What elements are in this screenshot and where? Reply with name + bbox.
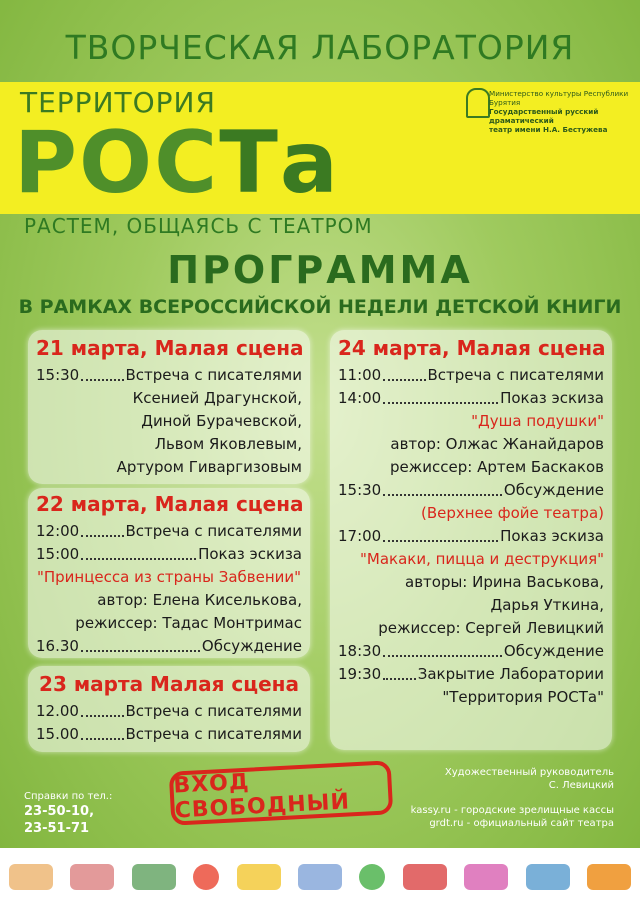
sponsor-logo-3-icon: [132, 864, 176, 890]
phone-label: Справки по тел.:: [24, 791, 113, 802]
day24-e6-text: Закрытие Лаборатории: [417, 665, 604, 683]
day24-e3-text: Обсуждение: [503, 481, 604, 499]
sponsor-logo-5-icon: [237, 864, 281, 890]
day23-e2-time: 15.00: [36, 725, 79, 743]
day24-e4-time: 17:00: [338, 527, 382, 545]
day24-entry-3: [338, 479, 604, 502]
day23-panel: [28, 666, 310, 752]
ministry-info: [489, 89, 634, 134]
day24-e5-time: 18:30: [338, 642, 382, 660]
day24-authors2a: авторы: Ирина Васькова,: [405, 573, 604, 591]
program-heading: ПРОГРАММА: [167, 248, 473, 292]
day22-director: режиссер: Тадас Монтримас: [75, 614, 302, 632]
day24-e4-text: Показ эскиза: [500, 527, 604, 545]
territoria-title: ТЕРРИТОРИЯ: [20, 86, 216, 119]
day24-play1: "Душа подушки": [471, 412, 604, 430]
day24-director2: режиссер: Сергей Левицкий: [378, 619, 604, 637]
day24-closing: "Территория РОСТа": [442, 688, 604, 706]
day23-e1-time: 12.00: [36, 702, 79, 720]
grdt-link[interactable]: grdt.ru - официальный сайт театра: [429, 818, 614, 829]
day22-e2-text: Показ эскиза: [198, 545, 302, 563]
day24-panel: [330, 330, 612, 750]
sponsor-logo-9-icon: [464, 864, 508, 890]
day21-panel: [28, 330, 310, 484]
sponsor-logo-11-icon: [587, 864, 631, 890]
rosta-part2: Та: [219, 113, 340, 213]
rosta-part1: РОС: [14, 113, 220, 213]
day22-entry-1: [36, 520, 302, 543]
free-entry-stamp: ВХОД СВОБОДНЫЙ: [169, 760, 394, 826]
sponsor-logo-10-icon: [526, 864, 570, 890]
kassy-link[interactable]: kassy.ru - городские зрелищные кассы: [410, 805, 614, 816]
day22-play: "Принцесса из страны Забвении": [36, 568, 302, 586]
day24-entry-1: [338, 364, 604, 387]
sponsor-logo-4-icon: [193, 864, 219, 890]
day21-name-1: Ксенией Драгунской,: [132, 389, 302, 407]
day22-e3-text: Обсуждение: [201, 637, 302, 655]
day23-entry-1: [36, 700, 302, 723]
day21-event: Встреча с писателями: [125, 366, 302, 384]
credits-info: [400, 766, 614, 830]
day24-play2: "Макаки, пицца и деструкция": [359, 550, 604, 568]
day22-entry-2: [36, 543, 302, 566]
sponsor-logo-8-icon: [403, 864, 447, 890]
day24-entry-4: [338, 525, 604, 548]
day24-e5-text: Обсуждение: [503, 642, 604, 660]
day23-entry-2: [36, 723, 302, 746]
day24-e2-text: Показ эскиза: [500, 389, 604, 407]
lab-title: ТВОРЧЕСКАЯ ЛАБОРАТОРИЯ: [65, 28, 575, 67]
day24-director1: режиссер: Артем Баскаков: [390, 458, 604, 476]
sponsor-logo-7-icon: [359, 864, 385, 890]
day22-date: 22 марта, Малая сцена: [36, 492, 304, 516]
day24-author1: автор: Олжас Жанайдаров: [390, 435, 604, 453]
day24-e2-time: 14:00: [338, 389, 382, 407]
day22-entry-3: [36, 635, 302, 658]
day21-entry: [36, 364, 302, 387]
day24-e3-time: 15:30: [338, 481, 382, 499]
day23-date: 23 марта Малая сцена: [39, 672, 299, 696]
day22-author: автор: Елена Киселькова,: [97, 591, 302, 609]
day24-e6-time: 19:30: [338, 665, 382, 683]
rosta-logo: [14, 113, 340, 213]
phone-2: 23-51-71: [24, 821, 90, 836]
day23-e1-text: Встреча с писателями: [125, 702, 302, 720]
day24-place: (Верхнее фойе театра): [420, 504, 604, 522]
day24-e1-time: 11:00: [338, 366, 382, 384]
day21-name-4: Артуром Гиваргизовым: [116, 458, 302, 476]
director-name: С. Левицкий: [548, 780, 614, 791]
theatre-emblem-icon: [466, 88, 490, 118]
director-role: Художественный руководитель: [444, 767, 614, 778]
sponsor-logo-2-icon: [70, 864, 114, 890]
ministry-line3: театр имени Н.А. Бестужева: [489, 125, 608, 134]
day24-e1-text: Встреча с писателями: [427, 366, 604, 384]
day22-e2-time: 15:00: [36, 545, 80, 563]
program-subtitle: В РАМКАХ ВСЕРОССИЙСКОЙ НЕДЕЛИ ДЕТСКОЙ КНИГИ: [18, 296, 622, 318]
day21-time: 15:30: [36, 366, 80, 384]
ministry-line2: Государственный русский драматический: [489, 107, 599, 125]
sponsor-logo-1-icon: [9, 864, 53, 890]
day24-date: 24 марта, Малая сцена: [338, 336, 606, 360]
tagline: РАСТЕМ, ОБЩАЯСЬ С ТЕАТРОМ: [24, 214, 373, 238]
day21-name-2: Диной Бурачевской,: [141, 412, 302, 430]
day22-panel: [28, 488, 310, 658]
day24-entry-6: [338, 663, 604, 686]
day24-entry-5: [338, 640, 604, 663]
day24-authors2b: Дарья Уткина,: [490, 596, 604, 614]
ministry-line1: Министерство культуры Республики Бурятия: [489, 89, 629, 107]
day24-entry-2: [338, 387, 604, 410]
phone-info: [24, 790, 112, 837]
day21-name-3: Львом Яковлевым,: [154, 435, 302, 453]
day22-e1-text: Встреча с писателями: [125, 522, 302, 540]
sponsor-logo-6-icon: [298, 864, 342, 890]
day21-date: 21 марта, Малая сцена: [36, 336, 304, 360]
day22-e1-time: 12:00: [36, 522, 80, 540]
day22-e3-time: 16.30: [36, 637, 79, 655]
day23-e2-text: Встреча с писателями: [125, 725, 302, 743]
sponsor-logos: [0, 848, 640, 905]
phone-1: 23-50-10,: [24, 804, 95, 819]
